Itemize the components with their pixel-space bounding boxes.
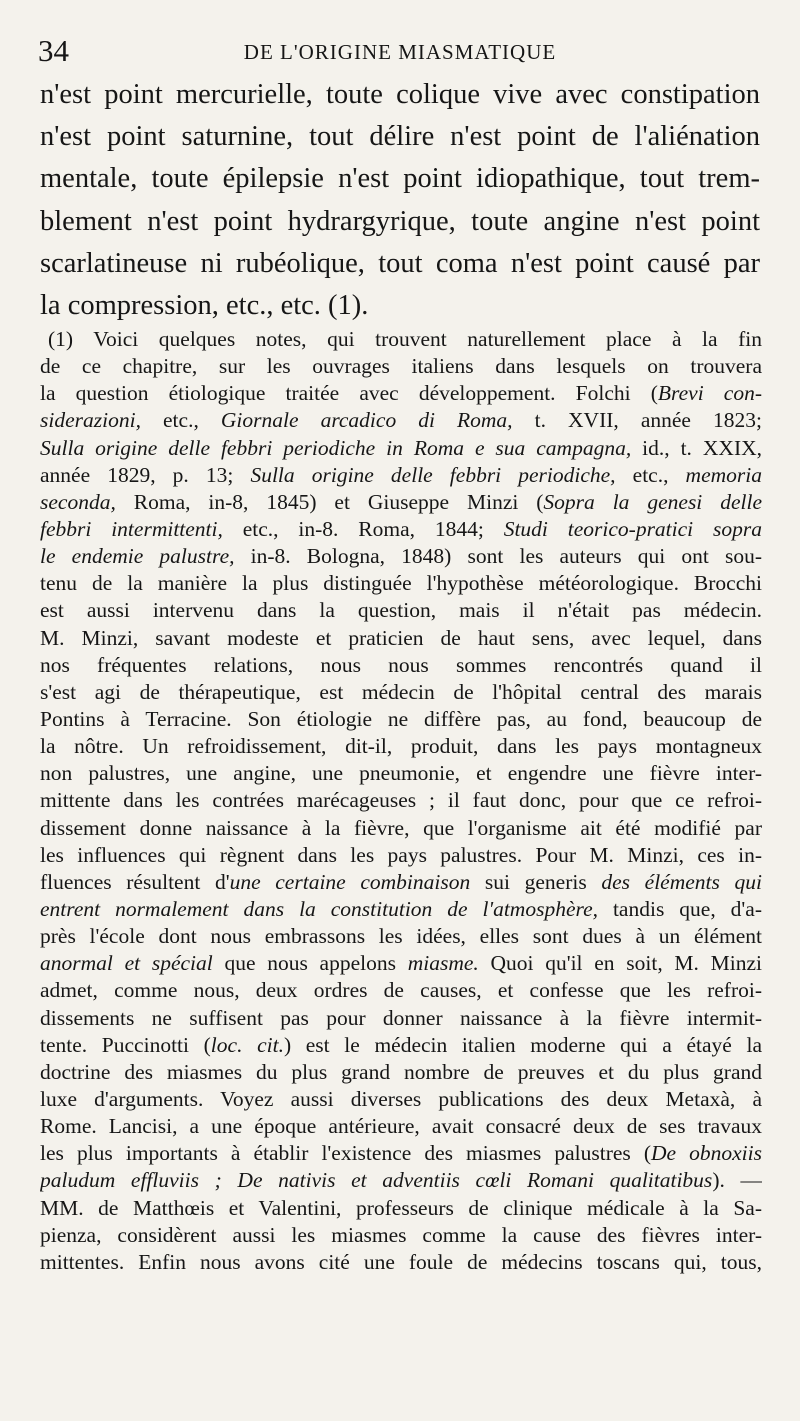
footnote-line: admet, comme nous, deux ordres de causes, et confesse que les refroi- — [40, 978, 762, 1003]
footnote-line: paludum effluviis ; De nativis et adventiis cœli Romani qualitatibus). — — [40, 1168, 762, 1193]
footnote-line: la question étiologique traitée avec développement. Folchi (Brevi con- — [40, 381, 762, 406]
page-number: 34 — [38, 33, 69, 68]
footnote-line: est aussi intervenu dans la question, mais il n'était pas médecin. — [40, 598, 762, 623]
footnote-line: (1) Voici quelques notes, qui trouvent naturellement place à la fin — [48, 327, 762, 351]
footnote-line: dissements ne suffisent pas pour donner naissance à la fièvre intermit- — [40, 1005, 762, 1030]
footnote-line: tente. Puccinotti (loc. cit.) est le médecin italien moderne qui a étayé la — [40, 1032, 762, 1057]
footnote-line: les influences qui règnent dans les pays palustres. Pour M. Minzi, ces in- — [40, 842, 762, 867]
running-head: DE L'ORIGINE MIASMATIQUE — [243, 40, 557, 64]
main-text — [40, 74, 760, 327]
text-line: la compression, etc., etc. (1). — [40, 289, 369, 321]
footnote-line: mittentes. Enfin nous avons cité une foule de médecins toscans qui, tous, — [40, 1249, 762, 1274]
footnote-line: seconda, Roma, in-8, 1845) et Giuseppe Minzi (Sopra la genesi delle — [40, 489, 762, 514]
footnote-line: entrent normalement dans la constitution de l'atmosphère, tandis que, d'a- — [40, 896, 762, 921]
footnote-line: pienza, considèrent aussi les miasmes comme la cause des fièvres inter- — [40, 1222, 762, 1247]
footnote-line: Pontins à Terracine. Son étiologie ne diffère pas, au fond, beaucoup de — [40, 706, 762, 731]
footnote-line: luxe d'arguments. Voyez aussi diverses publications des deux Metaxà, à — [40, 1086, 762, 1111]
footnote-line: M. Minzi, savant modeste et praticien de haut sens, avec lequel, dans — [40, 625, 762, 650]
footnote-line: tenu de la manière la plus distinguée l'hypothèse météorologique. Brocchi — [40, 571, 762, 596]
text-line: scarlatineuse ni rubéolique, tout coma n'est point causé par — [40, 247, 760, 279]
footnote-line: s'est agi de thérapeutique, est médecin de l'hôpital central des marais — [40, 679, 762, 704]
footnote-line: la nôtre. Un refroidissement, dit-il, produit, dans les pays montagneux — [40, 734, 762, 759]
footnote — [40, 326, 762, 1276]
footnote-line: de ce chapitre, sur les ouvrages italiens dans lesquels on trouvera — [40, 354, 762, 379]
footnote-line: siderazioni, etc., Giornale arcadico di Roma, t. XVII, année 1823; — [40, 408, 762, 433]
text-line: blement n'est point hydrargyrique, toute angine n'est point — [40, 205, 760, 237]
footnote-line: fluences résultent d'une certaine combinaison sui generis des éléments qui — [40, 869, 762, 894]
footnote-line: près l'école dont nous embrassons les idées, elles sont dues à un élément — [40, 924, 762, 949]
footnote-line: mittente dans les contrées marécageuses ; il faut donc, pour que ce refroi- — [40, 788, 762, 813]
footnote-line: le endemie palustre, in-8. Bologna, 1848) sont les auteurs qui ont sou- — [40, 544, 762, 569]
footnote-line: anormal et spécial que nous appelons miasme. Quoi qu'il en soit, M. Minzi — [40, 951, 762, 976]
footnote-line: les plus importants à établir l'existence des miasmes palustres (De obnoxiis — [40, 1141, 762, 1166]
footnote-line: non palustres, une angine, une pneumonie, et engendre une fièvre inter- — [40, 761, 762, 786]
footnote-line: MM. de Matthœis et Valentini, professeurs de clinique médicale à la Sa- — [40, 1195, 762, 1220]
footnote-line: année 1829, p. 13; Sulla origine delle febbri periodiche, etc., memoria — [40, 462, 762, 487]
footnote-line: doctrine des miasmes du plus grand nombre de preuves et du plus grand — [40, 1059, 762, 1084]
text-line: mentale, toute épilepsie n'est point idiopathique, tout trem- — [40, 163, 760, 195]
footnote-line: dissement donne naissance à la fièvre, que l'organisme ait été modifié par — [40, 815, 762, 840]
footnote-line: Sulla origine delle febbri periodiche in Roma e sua campagna, id., t. XXIX, — [40, 435, 762, 460]
text-line: n'est point mercurielle, toute colique vive avec constipation — [40, 79, 760, 110]
text-line: n'est point saturnine, tout délire n'est point de l'aliénation — [40, 121, 760, 153]
footnote-line: Rome. Lancisi, a une époque antérieure, avait consacré deux de ses travaux — [40, 1114, 762, 1139]
footnote-line: febbri intermittenti, etc., in-8. Roma, 1844; Studi teorico-pratici sopra — [40, 516, 762, 541]
page-header — [38, 34, 762, 68]
footnote-line: nos fréquentes relations, nous nous sommes rencontrés quand il — [40, 652, 762, 677]
